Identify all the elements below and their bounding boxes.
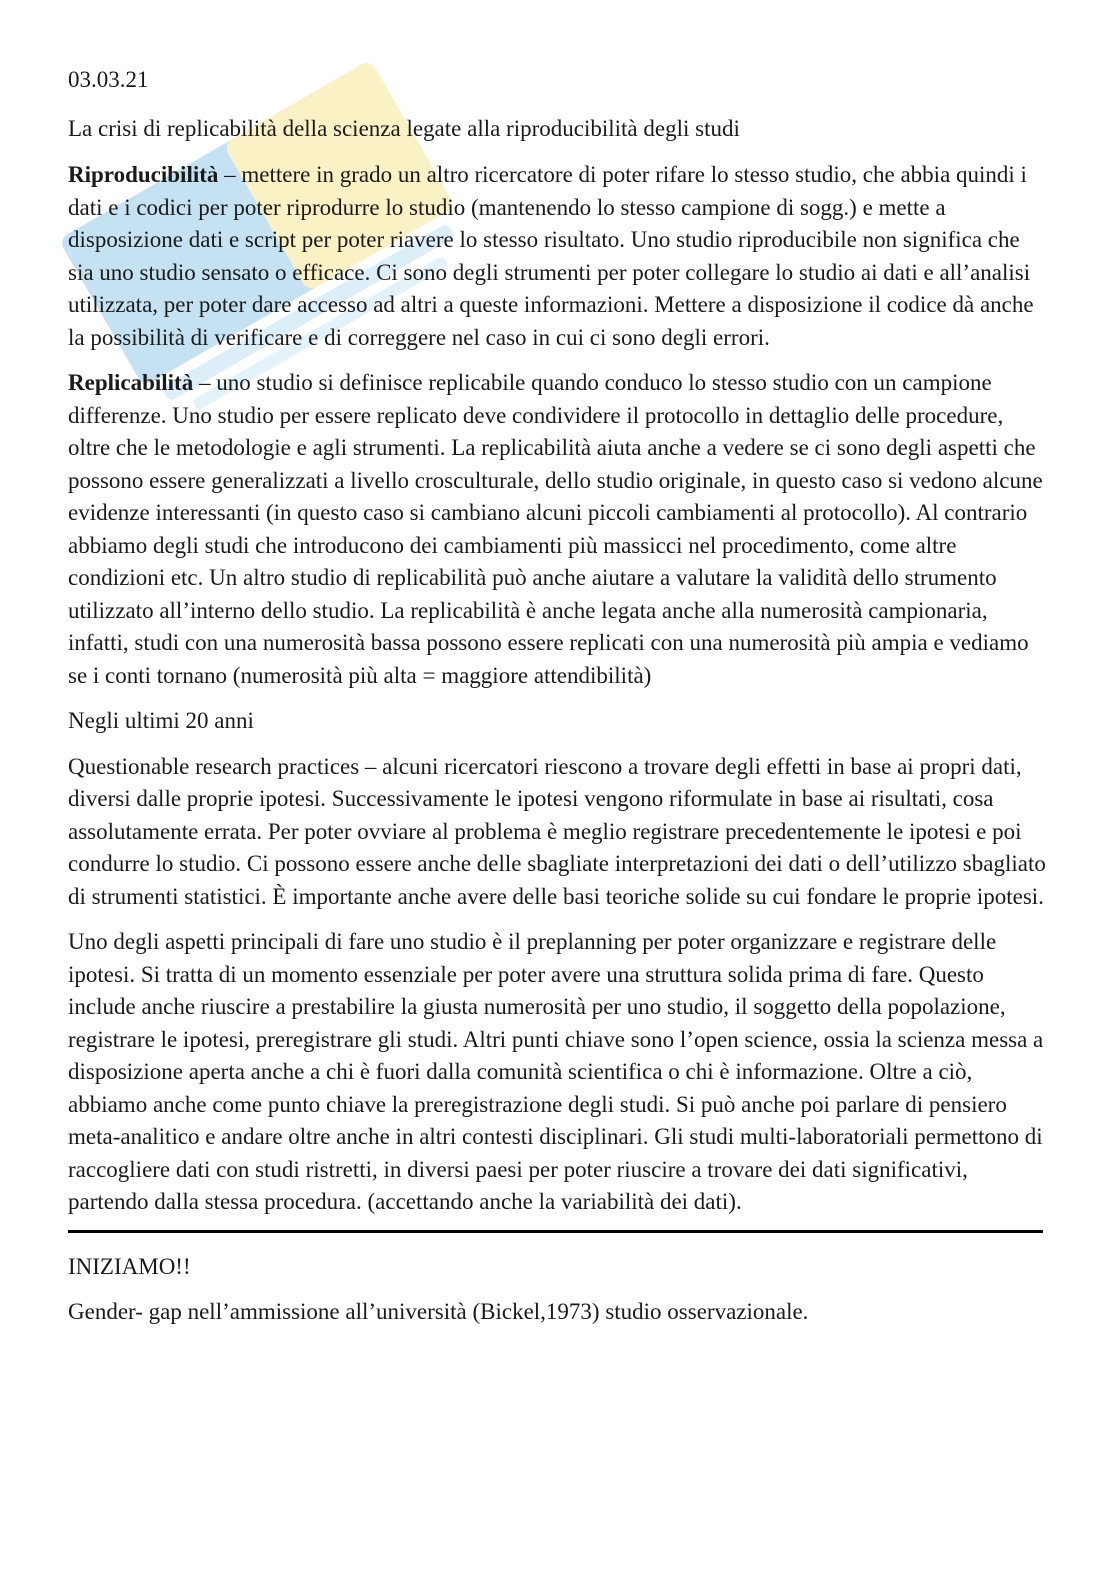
- document-date: 03.03.21: [68, 67, 149, 92]
- definition-replicabilita: – uno studio si definisce replicabile quando conduco lo stesso studio con un campione differenze. Uno studio per essere replicato deve condividere il protocollo in dettaglio delle procedure, oltre che le metodologie e agli strumenti. La replicabilità aiuta anche a vedere se ci sono degli aspetti che possono essere generalizzati a livello crosculturale, dello studio originale, in questo caso si vedono alcune evidenze interessanti (in questo caso si cambiano alcuni piccoli cambiamenti al protocollo). Al contrario abbiamo degli studi che introducono dei cambiamenti più massicci nel procedimento, come altre condizioni etc. Un altro studio di replicabilità può anche aiutare a valutare la validità dello strumento utilizzato all’interno dello studio. La replicabilità è anche legata anche alla numerosità campionaria, infatti, studi con una numerosità bassa possono essere replicati con una numerosità più ampia e vediamo se i conti tornano (numerosità più alta = maggiore attendibilità): [68, 370, 1043, 688]
- term-riproducibilita: Riproducibilità: [68, 162, 219, 187]
- document-intro: La crisi di replicabilità della scienza legate alla riproducibilità degli studi: [68, 115, 740, 141]
- paragraph-questionable-practices: Questionable research practices – alcuni ricercatori riescono a trovare degli effetti in base ai propri dati, diversi dalle proprie ipotesi. Successivamente le ipotesi vengono riformulate in base ai risultati, cosa assolutamente errata. Per poter ovviare al problema è meglio registrare precedentemente le ipotesi e poi condurre lo studio. Ci possono essere anche delle sbagliate interpretazioni dei dati o dell’utilizzo sbagliato di strumenti statistici. È importante anche avere delle basi teoriche solide su cui fondare le proprie ipotesi.: [68, 753, 1046, 909]
- paragraph-preplanning: Uno degli aspetti principali di fare uno studio è il preplanning per poter organizzare e registrare delle ipotesi. Si tratta di un momento essenziale per poter avere una struttura solida prima di fare. Questo include anche riuscire a prestabilire la giusta numerosità per uno studio, il soggetto della popolazione, registrare le ipotesi, preregistrare gli studi. Altri punti chiave sono l’open science, ossia la scienza messa a disposizione aperta anche a chi è fuori dalla comunità scientifica o chi è informazione. Oltre a ciò, abbiamo anche come punto chiave la preregistrazione degli studi. Si può anche poi parlare di pensiero meta-analitico e andare oltre anche in altri contesti disciplinari. Gli studi multi-laboratoriali permettono di raccogliere dati con studi ristretti, in diversi paesi per poter riuscire a trovare dei dati significativi, partendo dalla stessa procedura. (accettando anche la variabilità dei dati).: [68, 929, 1044, 1214]
- paragraph-riproducibilita: [68, 159, 1048, 354]
- term-replicabilita: Replicabilità: [68, 370, 194, 395]
- document-page: [68, 64, 1048, 1342]
- horizontal-divider: [68, 1230, 1043, 1233]
- paragraph-gender-gap: Gender- gap nell’ammissione all’università (Bickel,1973) studio osservazionale.: [68, 1299, 809, 1324]
- paragraph-iniziamo: INIZIAMO!!: [68, 1253, 191, 1279]
- definition-riproducibilita: – mettere in grado un altro ricercatore di poter rifare lo stesso studio, che abbia quindi i dati e i codici per poter riprodurre lo studio (mantenendo lo stesso campione di sogg.) e mette a disposizione dati e script per poter riavere lo stesso risultato. Uno studio riproducibile non significa che sia uno studio sensato o efficace. Ci sono degli strumenti per poter collegare lo studio ai dati e all’analisi utilizzata, per poter dare accesso ad altri a queste informazioni. Mettere a disposizione il codice dà anche la possibilità di verificare e di correggere nel caso in cui ci sono degli errori.: [68, 162, 1034, 350]
- paragraph-ultimi-anni: Negli ultimi 20 anni: [68, 708, 254, 733]
- paragraph-replicabilita: [68, 367, 1048, 692]
